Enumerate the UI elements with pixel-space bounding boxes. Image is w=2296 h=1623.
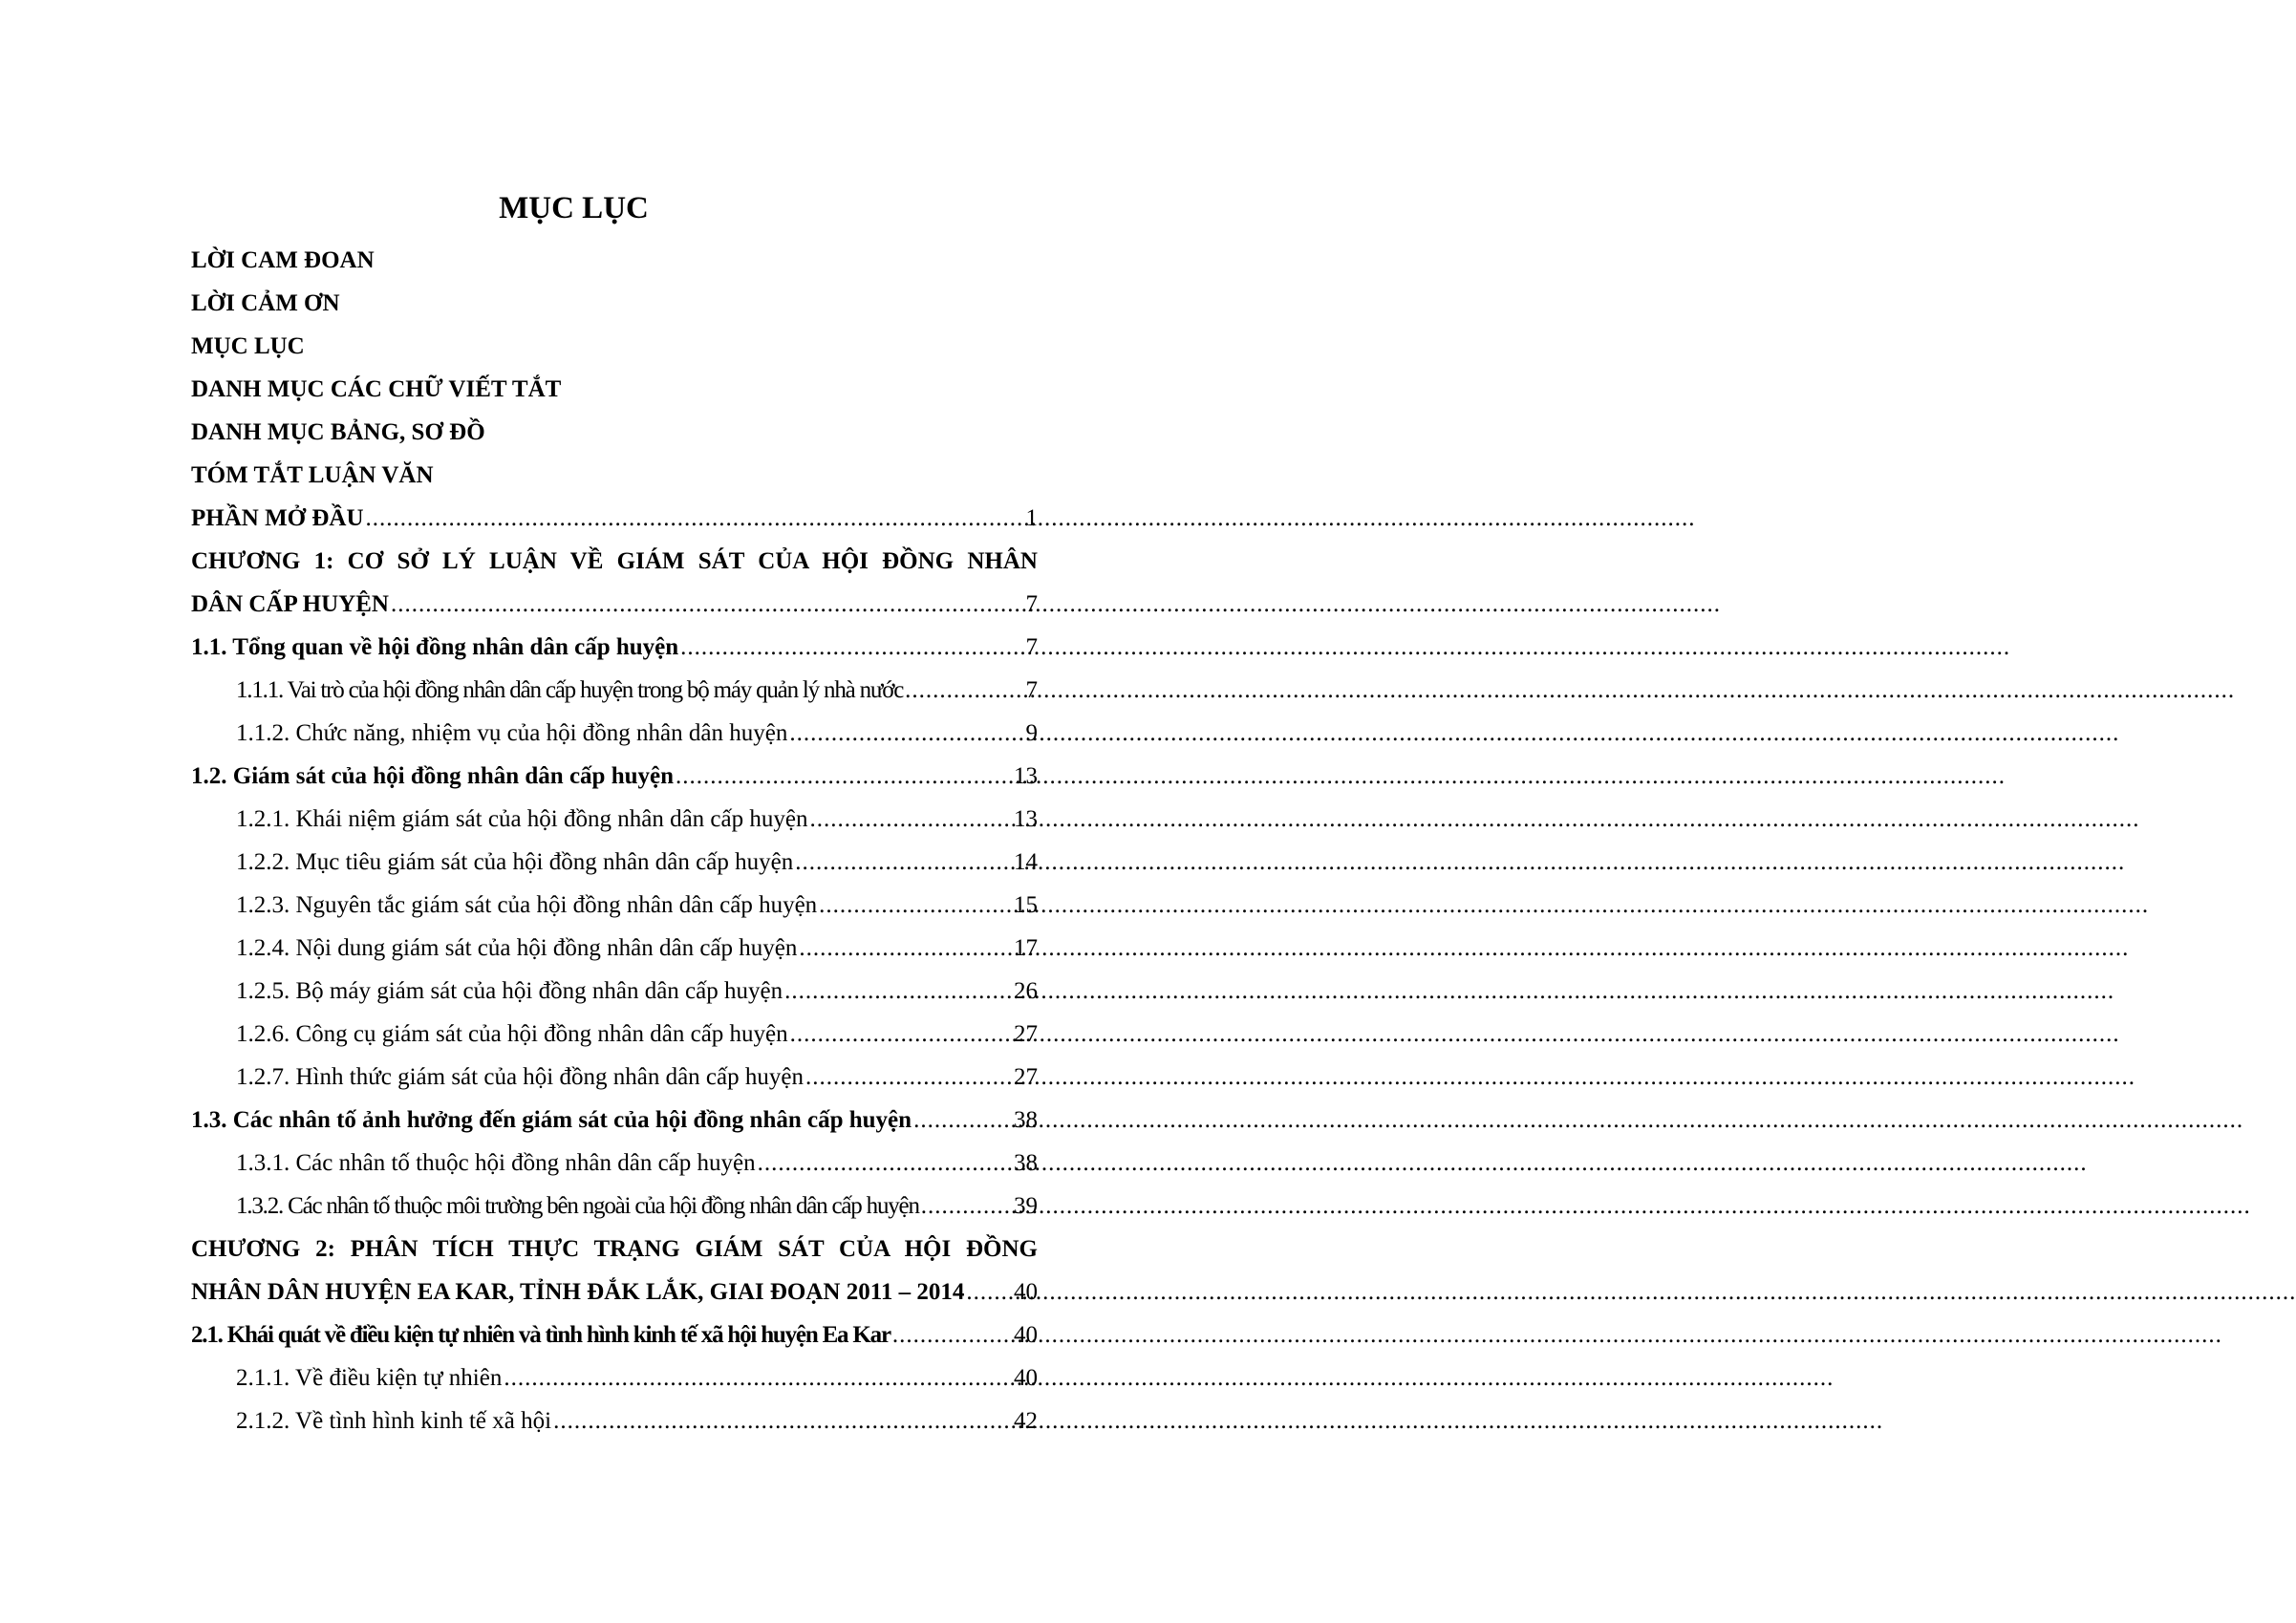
toc-entry-1-2	[191, 755, 1038, 798]
toc-entry-title: 1.2.3. Nguyên tắc giám sát của hội đồng nhân dân cấp huyện	[236, 892, 818, 918]
toc-chapter-2-line2	[191, 1271, 1038, 1313]
dot-leader	[789, 712, 1023, 755]
dot-leader	[366, 497, 1024, 540]
dot-leader	[680, 626, 1023, 669]
toc-entry-title: 1.2.6. Công cụ giám sát của hội đồng nhân dân cấp huyện	[236, 1021, 788, 1047]
toc-entry-1-1-1	[191, 669, 1038, 712]
dot-leader	[391, 583, 1024, 626]
toc-page-number: 13	[1014, 806, 1038, 832]
toc-entry-title: 1.1. Tổng quan về hội đồng nhân dân cấp huyện	[191, 634, 679, 660]
toc-entry-title: 1.2.5. Bộ máy giám sát của hội đồng nhân dân cấp huyện	[236, 978, 783, 1004]
toc-page-number: 42	[1014, 1408, 1038, 1434]
toc-entry-1-2-5	[191, 970, 1038, 1013]
toc-entry-danh-muc-chu-viet-tat	[191, 368, 1038, 411]
toc-page-number: 1	[1025, 505, 1038, 531]
toc-entry-1-2-6	[191, 1013, 1038, 1056]
toc-entry-title: TÓM TẮT LUẬN VĂN	[191, 462, 434, 488]
toc-entry-1-3	[191, 1099, 1038, 1142]
toc-page-number: 40	[1014, 1279, 1038, 1305]
dot-leader	[921, 1185, 1012, 1228]
toc-entry-title: LỜI CAM ĐOAN	[191, 247, 375, 273]
toc-entry-1-2-1	[191, 798, 1038, 841]
dot-leader	[805, 1056, 1012, 1099]
toc-entry-title: 1.3. Các nhân tố ảnh hưởng đến giám sát của hội đồng nhân cấp huyện	[191, 1107, 912, 1133]
toc-entry-title: DANH MỤC CÁC CHỮ VIẾT TẮT	[191, 376, 562, 402]
toc-entry-title: DANH MỤC BẢNG, SƠ ĐỒ	[191, 419, 485, 445]
toc-chapter-2-line1: CHƯƠNG 2: PHÂN TÍCH THỰC TRẠNG GIÁM SÁT CỦA HỘI ĐỒNG	[191, 1236, 1038, 1262]
dot-leader	[758, 1142, 1012, 1185]
toc-entry-title: 2.1. Khái quát về điều kiện tự nhiên và tình hình kinh tế xã hội huyện Ea Kar	[191, 1322, 891, 1348]
dot-leader	[795, 841, 1012, 884]
toc-entry-loi-cam-on	[191, 282, 1038, 325]
dot-leader	[504, 1356, 1012, 1399]
toc-page-number: 27	[1014, 1064, 1038, 1090]
toc-chapter-1-line1: CHƯƠNG 1: CƠ SỞ LÝ LUẬN VỀ GIÁM SÁT CỦA HỘI ĐỒNG NHÂN	[191, 548, 1038, 574]
toc-page-number: 39	[1014, 1193, 1038, 1219]
toc-page-number: 17	[1014, 935, 1038, 961]
toc-entry-title: 1.1.2. Chức năng, nhiệm vụ của hội đồng nhân dân huyện	[236, 720, 788, 746]
dot-leader	[784, 970, 1012, 1013]
toc-entry-title: PHẦN MỞ ĐẦU	[191, 505, 364, 531]
toc-entry-muc-luc	[191, 325, 1038, 368]
toc-entry-1-2-4	[191, 927, 1038, 970]
toc-entry-tom-tat	[191, 454, 1038, 497]
toc-page-number: 9	[1025, 720, 1038, 746]
dot-leader	[809, 798, 1012, 841]
dot-leader	[676, 755, 1012, 798]
toc-entry-2-1-2	[191, 1399, 1038, 1442]
toc-entry-title: 1.2.1. Khái niệm giám sát của hội đồng nhân dân cấp huyện	[236, 806, 808, 832]
toc-chapter-1-line2	[191, 583, 1038, 626]
toc-entry-1-3-2	[191, 1185, 1038, 1228]
toc-entry-1-2-3	[191, 884, 1038, 927]
toc-entry-danh-muc-bang	[191, 411, 1038, 454]
toc-entry-title: DÂN CẤP HUYỆN	[191, 591, 389, 617]
toc-page-number: 15	[1014, 892, 1038, 918]
page-title: MỤC LỤC	[499, 191, 649, 225]
table-of-contents	[191, 239, 1038, 1442]
toc-entry-title: NHÂN DÂN HUYỆN EA KAR, TỈNH ĐẮK LẮK, GIAI ĐOẠN 2011 – 2014	[191, 1279, 965, 1305]
toc-page-number: 40	[1014, 1322, 1038, 1348]
toc-page-number: 13	[1014, 763, 1038, 789]
toc-entry-2-1-1	[191, 1356, 1038, 1399]
toc-entry-title: 2.1.2. Về tình hình kinh tế xã hội	[236, 1408, 552, 1434]
toc-page-number: 7	[1025, 677, 1038, 703]
toc-entry-loi-cam-doan	[191, 239, 1038, 282]
toc-entry-title: 1.1.1. Vai trò của hội đồng nhân dân cấp huyện trong bộ máy quản lý nhà nước	[236, 677, 904, 703]
dot-leader	[905, 669, 1023, 712]
toc-entry-title: 2.1.1. Về điều kiện tự nhiên	[236, 1365, 503, 1391]
toc-entry-title: 1.2. Giám sát của hội đồng nhân dân cấp huyện	[191, 763, 675, 789]
toc-entry-1-1-2	[191, 712, 1038, 755]
dot-leader	[790, 1013, 1012, 1056]
toc-page-number: 40	[1014, 1365, 1038, 1391]
dot-leader	[553, 1399, 1012, 1442]
dot-leader	[892, 1313, 1012, 1356]
dot-leader	[819, 884, 1012, 927]
toc-entry-title: 1.2.2. Mục tiêu giám sát của hội đồng nhân dân cấp huyện	[236, 849, 794, 875]
toc-entry-phan-mo-dau	[191, 497, 1038, 540]
toc-page-number: 27	[1014, 1021, 1038, 1047]
toc-entry-2-1	[191, 1313, 1038, 1356]
toc-entry-title: 1.3.2. Các nhân tố thuộc môi trường bên ngoài của hội đồng nhân dân cấp huyện	[236, 1193, 919, 1219]
dot-leader	[799, 927, 1012, 970]
toc-page-number: 14	[1014, 849, 1038, 875]
toc-page-number: 7	[1025, 591, 1038, 617]
toc-entry-1-3-1	[191, 1142, 1038, 1185]
dot-leader	[966, 1271, 1012, 1313]
toc-entry-title: MỤC LỤC	[191, 333, 305, 359]
toc-entry-title: 1.3.1. Các nhân tố thuộc hội đồng nhân dân cấp huyện	[236, 1150, 756, 1176]
toc-entry-title: 1.2.4. Nội dung giám sát của hội đồng nhân dân cấp huyện	[236, 935, 798, 961]
toc-entry-1-1	[191, 626, 1038, 669]
dot-leader	[913, 1099, 1012, 1142]
toc-page-number: 7	[1025, 634, 1038, 660]
toc-page-number: 38	[1014, 1107, 1038, 1133]
toc-page-number: 26	[1014, 978, 1038, 1004]
toc-entry-title: LỜI CẢM ƠN	[191, 290, 340, 316]
toc-page-number: 38	[1014, 1150, 1038, 1176]
toc-entry-title: 1.2.7. Hình thức giám sát của hội đồng nhân dân cấp huyện	[236, 1064, 804, 1090]
toc-entry-1-2-7	[191, 1056, 1038, 1099]
toc-entry-1-2-2	[191, 841, 1038, 884]
